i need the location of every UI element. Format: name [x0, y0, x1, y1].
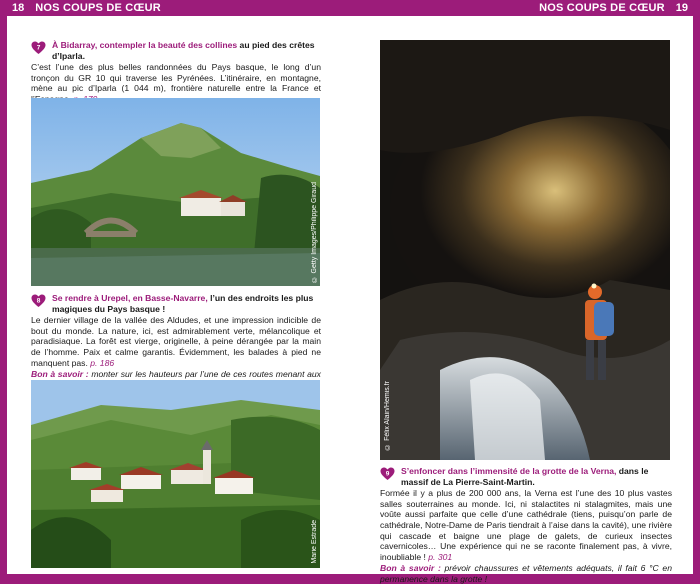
right-page	[350, 0, 700, 584]
heart-number-icon	[31, 294, 46, 308]
photo-urepel	[31, 380, 320, 568]
page-number: 19	[671, 0, 693, 16]
page-ref-link[interactable]: p. 186	[90, 357, 115, 368]
entry-heading-rest: l’un des endroits les plus magiques du Pays basque !	[52, 293, 314, 314]
entry-heading-highlight: Se rendre à Urepel, en Basse-Navarre,	[52, 293, 208, 303]
photo-credit: © Getty Images/Philippe Giraud	[311, 181, 318, 282]
entry-body: Le dernier village de la vallée des Aldudes, et une impression indicible de bout du monde. La nature, ici, est admirablement verte, mélancolique et paradisiaque. La forêt est vierge, originelle, à peine dérangée par la main de l’homme. Paix et calme garantis. Évidemment, les balades à pied ne manquent pas.	[31, 315, 321, 368]
entry-9	[380, 466, 672, 584]
photo-credit: © Félix Alain/Hemis.fr	[384, 381, 391, 450]
bon-a-savoir-label: Bon à savoir :	[380, 563, 441, 574]
photo-bidarray	[31, 98, 320, 286]
photo-credit: Marie Estrade	[311, 520, 318, 564]
entry-body: Formée il y a plus de 200 000 ans, la Verna est l’une des 10 plus vastes salles souterraines au monde. Ici, ni stalactites ni stalagmites, mais une voûte aussi parfaite que celle d’une cathédrale (tiens, puisqu’on parle de cathédrale, Notre-Dame de Paris tiendrait à l’aise dans la cavité), une rivière qui cascade et baigne une plage de galets, de curieux insectes cavernicoles… Une expérience qui ne se raconte finalement pas, à vivre, inoubliable !	[380, 488, 672, 562]
heart-number-icon	[31, 41, 46, 55]
right-header	[533, 0, 693, 16]
entry-heading-rest: au pied des crêtes d’Iparla.	[52, 40, 315, 61]
left-header	[7, 0, 167, 16]
entry-8	[31, 293, 321, 390]
entry-heading-rest: dans le massif de La Pierre-Saint-Martin.	[401, 466, 649, 487]
section-title: NOS COUPS DE CŒUR	[539, 2, 665, 14]
bon-a-savoir-text: monter sur les hauteurs par l’une de ces routes menant aux	[91, 369, 321, 380]
photo-grotte-verna	[380, 40, 670, 460]
entry-heading-highlight: S’enfoncer dans l’immensité de la grotte de la Verna,	[401, 466, 617, 476]
page-number: 18	[7, 0, 29, 16]
page-ref-link[interactable]: p. 301	[428, 551, 453, 562]
svg-text:9: 9	[385, 470, 390, 478]
entry-heading-highlight: À Bidarray, contempler la beauté des collines	[52, 40, 238, 50]
bon-a-savoir-label: Bon à savoir :	[31, 369, 89, 380]
svg-text:8: 8	[36, 297, 41, 305]
section-title: NOS COUPS DE CŒUR	[35, 2, 161, 14]
left-border	[0, 0, 7, 584]
bon-a-savoir-text: prévoir chaussures et vêtements adéquats, il fait 6 °C en permanence dans la grotte !	[380, 563, 672, 584]
right-border	[693, 0, 700, 584]
heart-number-icon	[380, 467, 395, 481]
bottom-border	[0, 574, 350, 584]
entry-7	[31, 40, 321, 105]
entry-body: C’est l’une des plus belles randonnées du Pays basque, le long d’un tronçon du GR 10 qui traverse les Pyrénées. L’itinéraire, en montagne, mène au pic d’Iparla (1 044 m), frontière naturelle entre la France et	[31, 62, 321, 94]
svg-text:7: 7	[36, 44, 41, 52]
